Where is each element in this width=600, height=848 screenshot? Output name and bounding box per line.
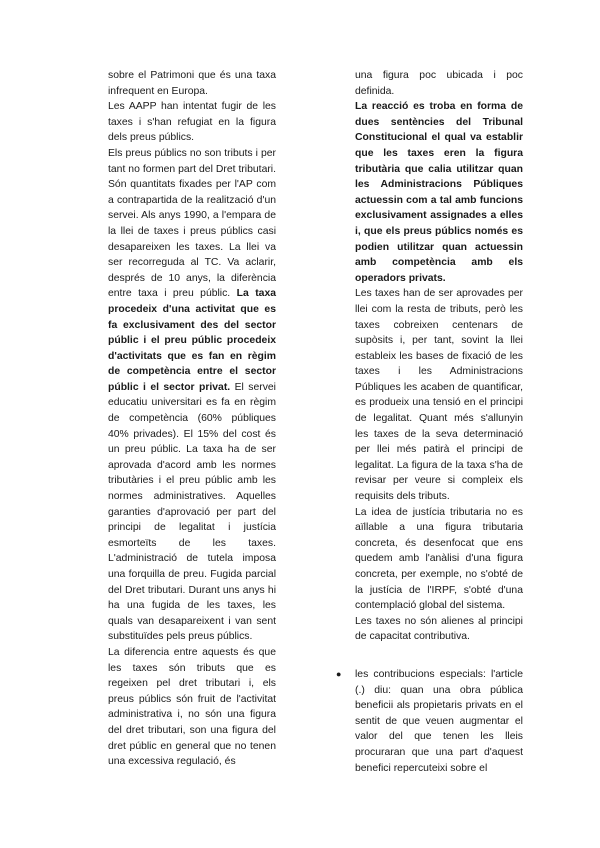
paragraph xyxy=(108,645,276,770)
text-segment: sobre el Patrimoni que és una taxa infrequent en Europa. xyxy=(108,70,276,97)
text-segment: El servei educatiu universitari es fa en règim de competència (60% públiques 40% privades). El 15% del cost és un preu públic. La taxa ha de ser aprovada d'acord amb les normes tributàries i el preu públic amb les normes administratives. Aquelles garanties d'aprovació per part del principi de legalitat i justícia esmorteïts de les taxes. L'administració de tutela imposa una forquilla de preu. Fugida parcial del Dret tributari. Durant uns anys hi ha una fugida de les taxes, les quals van desapareixent i van sent substituïdes pels preus públics. xyxy=(108,381,276,643)
left-column xyxy=(108,68,276,770)
text-segment: una figura poc ubicada i poc definida. xyxy=(355,70,523,97)
bullet-text: les contribucions especials: l'article (.) diu: quan una obra pública beneficii als propietaris privats en el sentit de que veuen augmentar el valor del que tenen les lleis procuraran que una part d'aquest benefici repercuteixi sobre el xyxy=(355,668,523,774)
paragraph xyxy=(355,505,523,614)
spacer xyxy=(355,645,523,667)
text-segment: Les taxes no són alienes al principi de capacitat contributiva. xyxy=(355,615,523,643)
text-segment: La diferencia entre aquests és que les taxes són tributs que es regeixen pel dret tributari i, els preus públics són fruit de l'activitat administrativa i, no són una figura del dret tributari, son una figura del dret públic en general que no tenen una excessiva regulació, és xyxy=(108,646,276,768)
paragraph xyxy=(108,99,276,146)
bold-text-segment: La reacció es troba en forma de dues sentències del Tribunal Constitucional el qual va establir que les taxes eren la figura tributària que calia utilitzar quan les Administracions Públiques actuessin com a tal amb funcions exclusivament assignades a elles i, que els preus públics només es podien utilitzar quan actuessin amb competència amb els operadors privats. xyxy=(355,101,523,284)
text-segment: Les taxes han de ser aprovades per llei com la resta de tributs, però les taxes cobreixen centenars de supòsits i, per tant, sovint la llei estableix les bases de fixació de les taxes i les Administracions Públiques les acaben de quantificar, es produeix una tensió en el principi de legalitat. Quant més s'allunyin les taxes de la seva determinació per llei més patirà el principi de legalitat. La figura de la taxa s'ha de revisar per veure si compleix els requisits dels tributs. xyxy=(355,288,523,503)
text-segment: La idea de justícia tributaria no es aïllable a una figura tributaria concreta, és desenfocat que ens quedem amb l'anàlisi d'una figura concreta, per exemple, no s'obté de la justícia de l'IRPF, s'obté d'una contemplació global del sistema. xyxy=(355,506,523,612)
bullet-list-item xyxy=(336,667,523,776)
paragraph xyxy=(108,68,276,99)
bullet-icon: ● xyxy=(336,668,342,679)
paragraph xyxy=(355,68,523,99)
paragraph xyxy=(355,614,523,645)
right-column xyxy=(336,68,523,776)
paragraph xyxy=(355,99,523,286)
paragraph xyxy=(108,146,276,645)
bold-text-segment: La taxa procedeix d'una activitat que es fa exclusivament des del sector públic i el preu públic procedeix d'activitats que es fan en règim de competència entre el sector públic i el sector privat. xyxy=(108,288,276,393)
text-segment: Les AAPP han intentat fugir de les taxes i s'han refugiat en la figura dels preus públics. xyxy=(108,101,276,144)
paragraph xyxy=(355,286,523,504)
text-segment: Els preus públics no son tributs i per tant no formen part del Dret tributari. Són quantitats fixades per l'AP com a contrapartida de la realització d'un servei. Als anys 1990, a l'empara de la llei de taxes i preus públics casi desapareixen les taxes. La llei va ser recorreguda al TC. Va aclarir, després de 10 anys, la diferència entre taxa i preu públic. xyxy=(108,147,276,300)
